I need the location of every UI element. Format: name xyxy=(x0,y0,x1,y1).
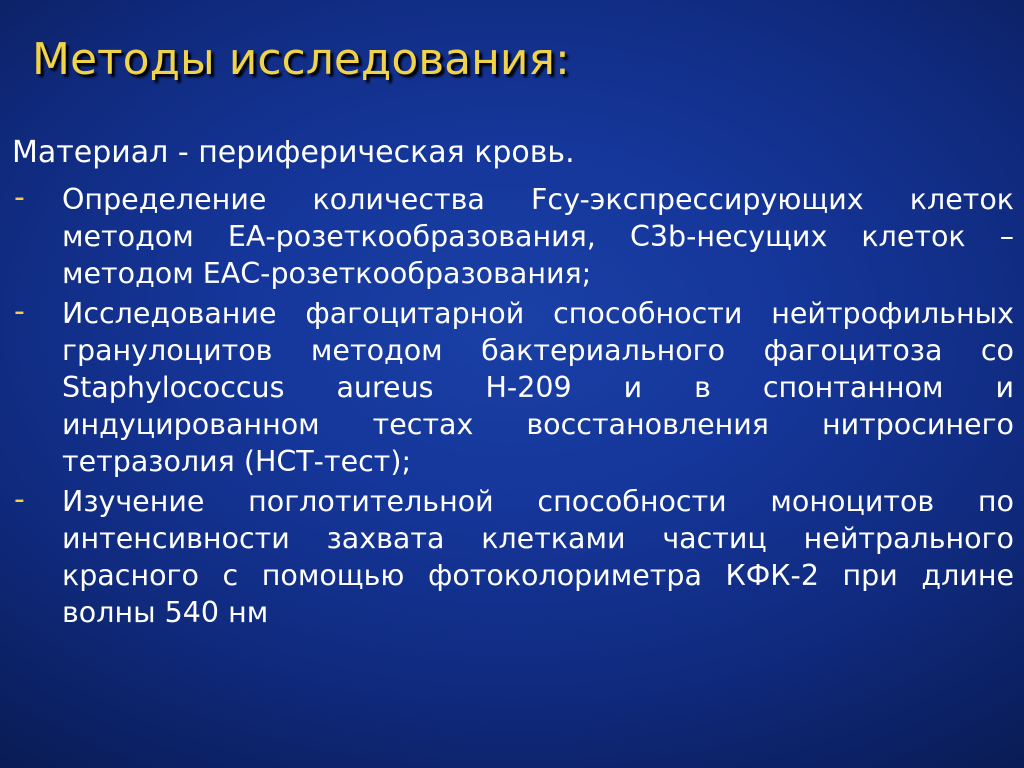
dash-bullet-icon: - xyxy=(14,180,25,215)
bullet-item xyxy=(12,484,1014,631)
dash-bullet-icon: - xyxy=(14,294,25,330)
slide-title: Методы исследования: xyxy=(32,34,570,85)
bullet-text: Определение количества Fcy-экспрессирующих клеток методом ЕА-розеткообразования, С3b-несущих клеток – методом ЕАС-розеткообразования; xyxy=(62,183,1014,290)
dash-bullet-icon: - xyxy=(14,482,25,518)
bullet-list xyxy=(12,182,1014,636)
bullet-text: Исследование фагоцитарной способности нейтрофильных гранулоцитов методом бактериального фагоцитоза со Staphylococcus aureus Н-209 и в спонтанном и индуцированном тестах восстановления нитросинего тетразолия (НСТ-тест); xyxy=(62,297,1014,478)
bullet-item xyxy=(12,296,1014,480)
bullet-text: Изучение поглотительной способности моноцитов по интенсивности захвата клетками частиц нейтрального красного с помощью фотоколориметра КФК-2 при длине волны 540 нм xyxy=(62,485,1014,629)
bullet-item xyxy=(12,182,1014,292)
slide-subtitle: Материал - периферическая кровь. xyxy=(12,135,575,170)
